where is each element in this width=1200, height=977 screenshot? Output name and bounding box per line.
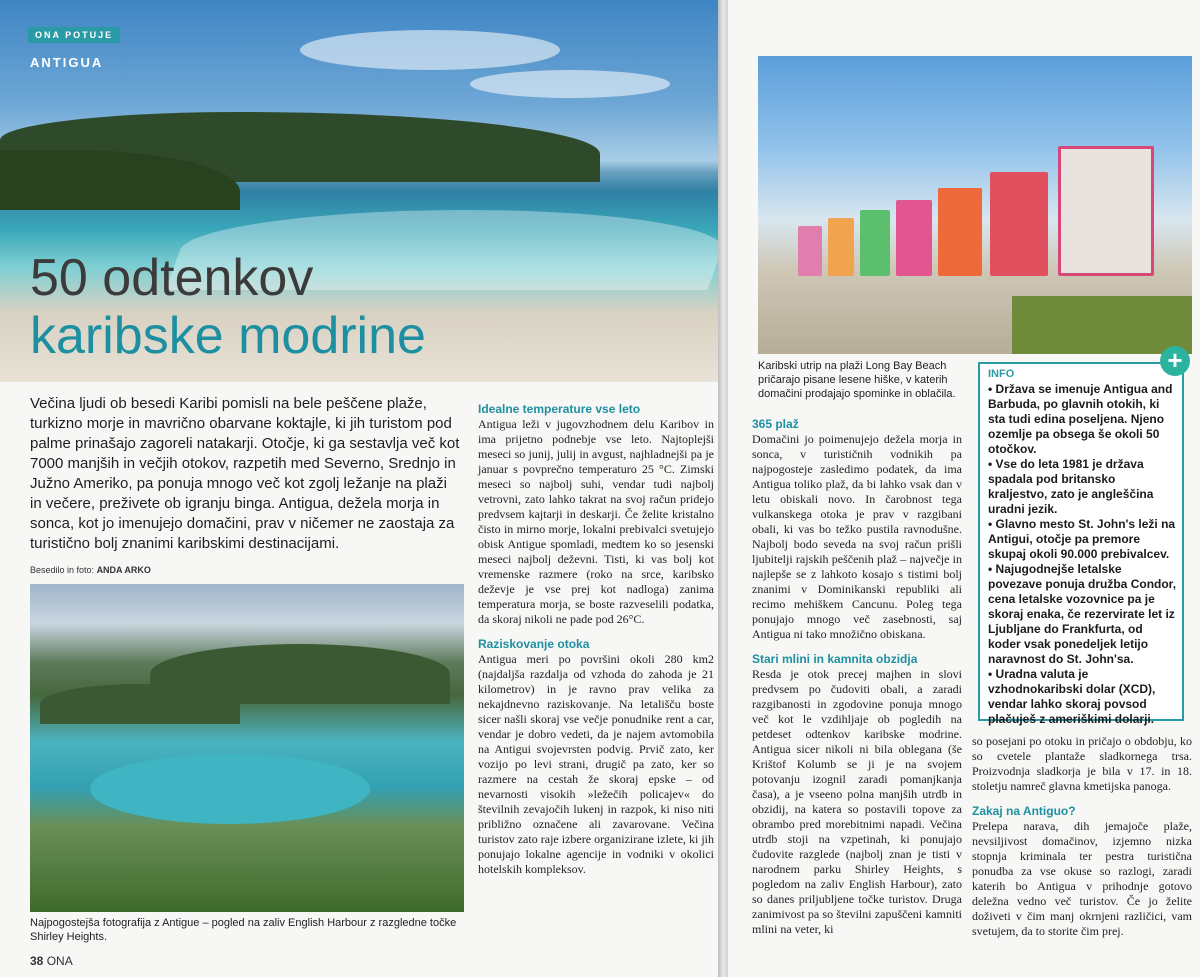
article-column-2 — [752, 417, 962, 937]
info-box — [978, 362, 1184, 726]
info-list — [988, 382, 1178, 727]
subheading: Raziskovanje otoka — [478, 637, 590, 651]
info-item: • Država se imenuje Antigua and Barbuda, po glavnih otokih, ki sta tudi edina poseljena. Njeno ozemlje pa obsega še okoli 50 otočkov. — [988, 382, 1173, 456]
page-number: 38 — [30, 954, 44, 968]
info-item: • Uradna valuta je vzhodnokaribski dolar (XCD), vendar lahko skoraj povsod plačuješ z ameriškimi dolarji. — [988, 667, 1156, 726]
section-tag: ONA POTUJE — [28, 27, 120, 43]
subheading: Idealne temperature vse leto — [478, 402, 641, 416]
subheading: Zakaj na Antiguo? — [972, 804, 1076, 818]
byline-label: Besedilo in foto: — [30, 565, 95, 575]
body-paragraph: Resda je otok precej majhen in slovi predvsem po čudoviti obali, a zaradi razgibanosti in zgodovine ponuja mnogo več kot le vzdihljaje ob pogledih na petdeset odtenkov karibske modrine. Antigua sicer nikoli ni bila oblegana (še Krištof Kolumb se ji je na svojem potovanju izognil zaradi pomanjkanja časa), a je vseeno polna manjših utrdb in obzidij, na katera so postavili topove za obrambo pred morebitnimi napadi. Večina utrdb stoji na vzpetinah, ki ponujajo čudovite razglede (najbolj znan je tisti v narodnem parku Shirley Heights, s pogledom na zaliv English Harbour), zato so danes priljubljene točke turistov. Druga zanimivost pa so številni zapuščeni kamniti mlini na veter, ki — [752, 667, 962, 936]
hut-shape — [860, 210, 890, 276]
body-paragraph: Prelepa narava, dih jemajoče plaže, nevsiljivost domačinov, izjemno nizka stopnja kriminala ter pestra turistična ponudba za vse okuse so razlogi, zaradi katerih bo Antigua v prihodnje gotovo deležna vedno več turistov. Če jo želite doživeti v čim manj okrnjeni različici, vam svetujem, da to storite čim prej. — [972, 819, 1192, 938]
subheading: Stari mlini in kamnita obzidja — [752, 652, 918, 666]
beach-huts-photo — [758, 56, 1192, 354]
byline-author: ANDA ARKO — [96, 565, 151, 575]
info-title: INFO — [988, 368, 1015, 380]
body-paragraph: Antigua meri po površini okoli 280 km2 (najdaljša razdalja od vzhoda do zahoda je 21 kilometrov) in je ravno prav velika za nekajdnevno raziskovanje. Na letališču boste sicer našli skoraj vse večje ponudnike rent a car, vendar je dobro vedeti, da je najem avtomobila na Antigui svojevrsten podvig. Prvič zato, ker vozijo po levi strani, drugič pa zato, ker so razmere na cestah že skoraj epske – od nevarnosti visokih »ležečih policajev« do številnih zevajočih lukenj in razpok, ki niso niti približno označene ali zavarovane. Večina turistov zato raje izbere organizirane izlete, ki jih ponujajo lokalne agencije in vodniki v okolici hotelskih kompleksov. — [478, 652, 714, 876]
hut-shape — [896, 200, 932, 276]
article-column-1 — [478, 402, 714, 877]
cloud-shape — [300, 30, 560, 70]
photo-caption-right: Karibski utrip na plaži Long Bay Beach pričarajo pisane lesene hiške, v katerih domačini prodajajo spominke in oblačila. — [758, 360, 956, 400]
english-harbour-photo — [30, 584, 464, 912]
info-item: • Glavno mesto St. John's leži na Antigui, otočje pa premore skupaj okoli 90.000 prebivalcev. — [988, 517, 1176, 561]
hill-shape — [40, 684, 240, 724]
body-paragraph: so posejani po otoku in pričajo o obdobju, ko so cvetele plantaže sladkornega trsa. Proizvodnja sladkorja je bila v 17. in 18. stoletju namreč glavna kmetijska panoga. — [972, 734, 1192, 793]
right-page — [728, 0, 1200, 977]
article-column-3 — [972, 734, 1192, 939]
plus-icon: + — [1160, 346, 1190, 376]
bay-shape — [90, 754, 370, 824]
info-item: • Najugodnejše letalske povezave ponuja družba Condor, cena letalske vozovnice pa je skoraj enaka, če rezervirate let iz Ljubljane do Frankfurta, od koder vsak ponedeljek letijo naravnost do St. John'sa. — [988, 562, 1177, 666]
body-paragraph: Domačini jo poimenujejo dežela morja in sonca, v turističnih vodnikih pa najpogosteje zasledimo podatek, da ima Antigua toliko plaž, da bi lahko vsak dan v letu obiskali novo. In čarobnost tega vulkanskega otoka je prav v razgibani obali, ki vas bo težko pustila ravnodušne. Najbolj bodo seveda na svoj račun prišli ljubitelji rajskih peščenih plaž – največje in najlepše se z lahkoto kosajo s tistimi bolj znanimi v Dominikanski republiki ali recimo mehiškem Cancunu. Poleg tega ponujajo mnogo več zasebnosti, saj Antigua ni tako množično obiskana. — [752, 432, 962, 641]
cloud-shape — [470, 70, 670, 98]
grass-shape — [1012, 296, 1192, 354]
headline-line-2: karibske modrine — [30, 307, 426, 365]
headline-line-1: 50 odtenkov — [30, 249, 314, 307]
subheading: 365 plaž — [752, 417, 799, 431]
hut-shape — [828, 218, 854, 276]
body-paragraph: Antigua leži v jugovzhodnem delu Karibov in ima prijetno podnebje vse leto. Najtoplejši meseci so junij, julij in avgust, najhladnejši pa je januar s povprečno temperaturo 25 °C. Zimski meseci so najbolj suhi, vendar tudi najbolj vetrovni, zato lahko takrat na svoj račun pridejo predvsem kajtarji in deskarji. Če želite kristalno čisto in mirno morje, lokalni prebivalci svetujejo obisk Antigue spomladi, medtem ko so jesenski meseci najbolj deževni. Tisti, ki vas bolj kot vremenske razmere (roko na srce, karibsko deževje je vse prej kot nadloga) zanima temperatura morja, se boste razveselili podatka, da skoraj nikoli ne pade pod 26°C. — [478, 417, 714, 626]
hut-shape — [938, 188, 982, 276]
info-item: • Vse do leta 1981 je država spadala pod britansko kraljestvo, zato je angleščina uradni jezik. — [988, 457, 1154, 516]
byline — [30, 565, 151, 575]
hut-shape — [798, 226, 822, 276]
section-name: ANTIGUA — [30, 55, 104, 70]
lead-paragraph: Večina ljudi ob besedi Karibi pomisli na bele peščene plaže, turkizno morje in mavrično obarvane koktajle, ki jih turistom pod palme prinašajo zagoreli natakarji. Otočje, ki ga sestavlja več kot 7000 manjših in večjih otokov, razpetih med Severno, Srednjo in Južno Ameriko, pa ponuja mnogo več kot zgolj ležanje na plaži in večere, preživete ob igranju binga. Antigua, dežela morja in sonca, kot jo imenujejo domačini, prav v ničemer ne zaostaja za turistično bolj znanimi karibskimi destinacijami. — [30, 395, 460, 552]
photo-caption-left: Najpogostejša fotografija z Antigue – pogled na zaliv English Harbour z razgledne točke Shirley Heights. — [30, 917, 457, 943]
hut-shape — [1058, 146, 1154, 276]
page-folio — [30, 954, 73, 968]
hut-shape — [990, 172, 1048, 276]
magazine-name: ONA — [46, 954, 73, 968]
